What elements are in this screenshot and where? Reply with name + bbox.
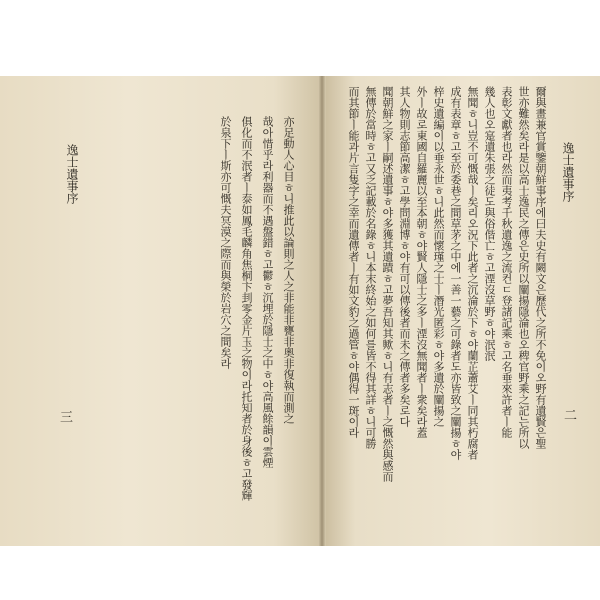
left-page-header: 逸士遺事序 xyxy=(65,144,79,204)
right-column-10: 聞朝鮮之家ㅣ嗣述遺事ㅎ야多獲其遺蹟ㅎ고夢吾知其歟ㅎ니有志者ㅣ之慨然與感而 xyxy=(381,86,394,482)
book-gutter xyxy=(318,76,326,546)
right-page xyxy=(322,76,600,546)
left-column-1: 亦足動人心目ㅎ니推此以論則之人之非能非甕非奧非復執而測之 xyxy=(282,116,295,424)
open-book xyxy=(0,76,600,546)
right-column-12: 而其節ㅣ能과片言隻字之幸而遺傳者ㅣ有如文豹之過管ㅎ야偶得一斑이라 xyxy=(347,86,360,438)
right-column-9: 其人物則志節高潔ㅎ고學問淵博ㅎ야有可以傳後者而未之傳者多矣로다 xyxy=(398,86,411,427)
left-column-4: 於泉下ㅣ斯亦可慨夫冥漠之際而與榮於岩穴之間矣라 xyxy=(219,116,232,369)
left-column-3: 俱化而不泯者ㅣ泰如鳳毛麟角焦桐卞刲零金片玉之物이라托知者於身後ㅎ고發輝 xyxy=(240,116,253,501)
page-number-right: 二 xyxy=(561,408,576,421)
right-column-6: 成有表章ㅎ고至於委巷之間草茅之中에一善一藝之可錄者도亦皆致之闡揚ㅎ야 xyxy=(449,86,462,460)
right-column-7: 梓史遺編이以垂永世ㅎ니此然而懷瑾之士ㅣ潛光匿彩ㅎ야多遺於闡揚之 xyxy=(432,86,445,427)
left-page xyxy=(0,76,322,546)
left-column-2: 哉아惜乎라利器而不遇盤錯ㅎ고鬱ㅎ沉埋於隱士之中ㅎ야高風餘韻이雲煙 xyxy=(261,116,274,468)
page-number-left: 三 xyxy=(57,410,72,423)
right-column-2: 世亦難然矣라是以高士逸民之傳은史所以闡揚隱淪也오稗官野乘之記는所以 xyxy=(517,86,530,449)
right-column-8: 外ㅣ故로東國自羅麗以至本朝ㅎ야賢人隱士之多ㅣ湮沒無聞者ㅣ衆矣라蓋 xyxy=(415,86,428,438)
right-column-11: 無傳於當時ㅎ고又乏記載於名錄ㅎ니本末終始之如何를皆不得其詳ㅎ니可勝 xyxy=(364,86,377,449)
right-column-4: 幾人也오寔遺朱張之徒도與俗偕亡ㅎ고湮沒草野ㅎ야泯泯 xyxy=(483,86,496,361)
right-column-5: 無聞ㅎ니豈不可慨哉ㅣ矣리오況下此者之沉淪於下ㅎ야蘭芷蕭艾ㅣ同其朽腐者 xyxy=(466,86,479,460)
right-column-3: 表彰文獻者也라然而夷考千秋遺逸之流컨ㄷ登諸記乘ㅎ고名垂來許者ㅣ能 xyxy=(500,86,513,438)
right-page-header: 逸士遺事序 xyxy=(561,142,575,202)
right-column-1: 爾與畫兼官賞鑒朝鮮事序에曰夫史有闕文은歷代之所不免이오野有遺賢은聖 xyxy=(534,86,547,449)
